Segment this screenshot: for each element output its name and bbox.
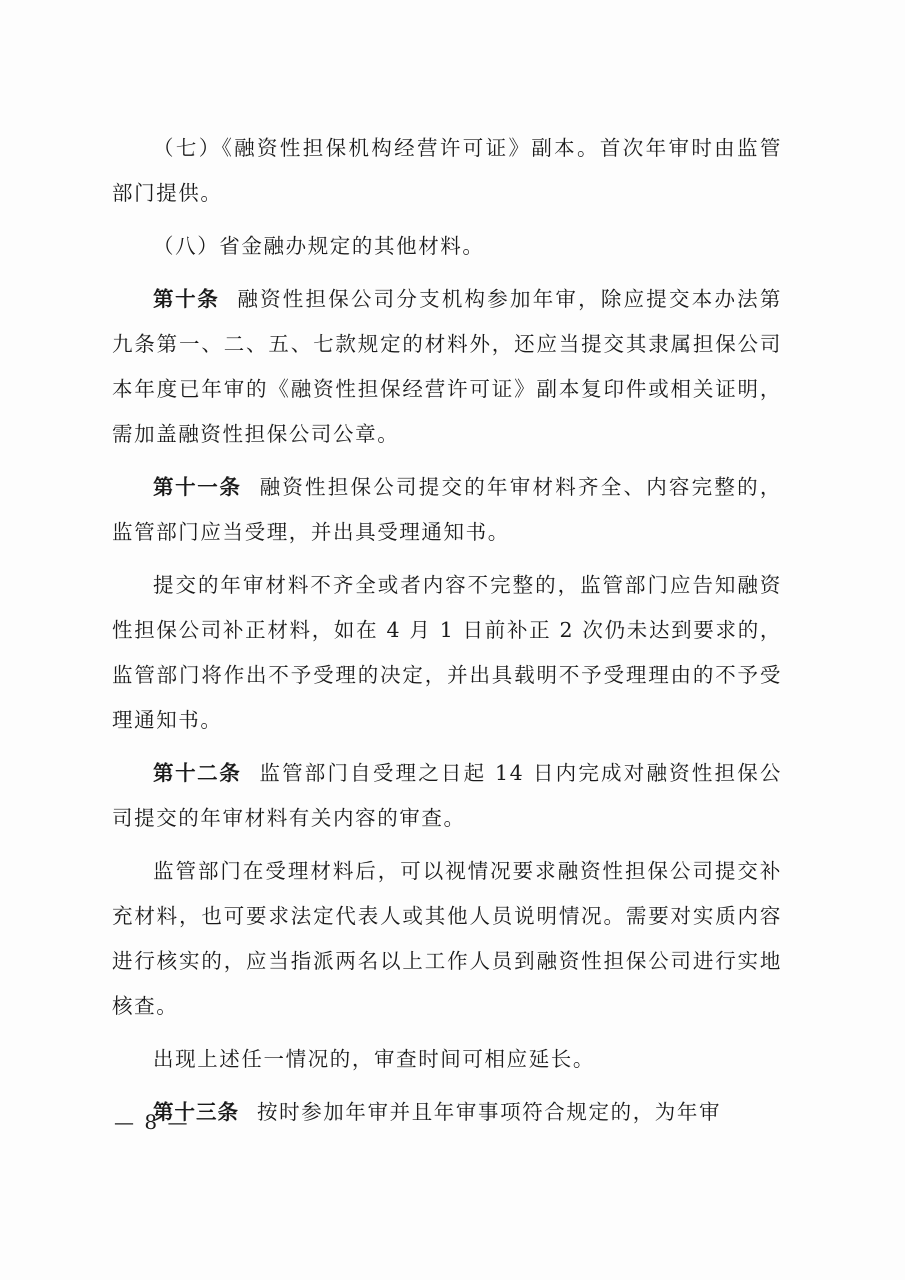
article-13 (112, 1090, 782, 1135)
document-body (112, 126, 782, 1143)
article-11 (112, 465, 782, 555)
paragraph-text: 按时参加年审并且年审事项符合规定的，为年审 (257, 1100, 722, 1124)
article-11-continued (112, 563, 782, 743)
article-number: 第十三条 (153, 1100, 239, 1124)
article-10 (112, 277, 782, 457)
article-12-continued (112, 849, 782, 1029)
paragraph-text: 融资性担保公司提交的年审材料齐全、内容完整的，监管部门应当受理，并出具受理通知书。 (112, 475, 782, 544)
paragraph-text: 监管部门自受理之日起 14 日内完成对融资性担保公司提交的年审材料有关内容的审查。 (112, 761, 783, 830)
article-number: 第十一条 (153, 475, 242, 499)
article-12-extension (112, 1037, 782, 1082)
article-number: 第十二条 (153, 761, 242, 785)
paragraph-item-8 (112, 224, 782, 269)
page-number: — 8 — (114, 1110, 190, 1134)
article-number: 第十条 (153, 287, 220, 311)
paragraph-item-7 (112, 126, 782, 216)
paragraph-text: （七）《融资性担保机构经营许可证》副本。首次年审时由监管部门提供。 (112, 136, 782, 205)
paragraph-text: 提交的年审材料不齐全或者内容不完整的，监管部门应告知融资性担保公司补正材料，如在 4 月 1 日前补正 2 次仍未达到要求的，监管部门将作出不予受理的决定，并出具载明不予受理理由的不予受理通知书。 (112, 573, 782, 732)
paragraph-text: 融资性担保公司分支机构参加年审，除应提交本办法第九条第一、二、五、七款规定的材料外，还应当提交其隶属担保公司本年度已年审的《融资性担保经营许可证》副本复印件或相关证明，需加盖融资性担保公司公章。 (112, 287, 782, 446)
article-12 (112, 751, 782, 841)
paragraph-text: 出现上述任一情况的，审查时间可相应延长。 (153, 1047, 595, 1071)
paragraph-text: （八）省金融办规定的其他材料。 (153, 234, 485, 258)
paragraph-text: 监管部门在受理材料后，可以视情况要求融资性担保公司提交补充材料，也可要求法定代表人或其他人员说明情况。需要对实质内容进行核实的，应当指派两名以上工作人员到融资性担保公司进行实地核查。 (112, 859, 782, 1018)
